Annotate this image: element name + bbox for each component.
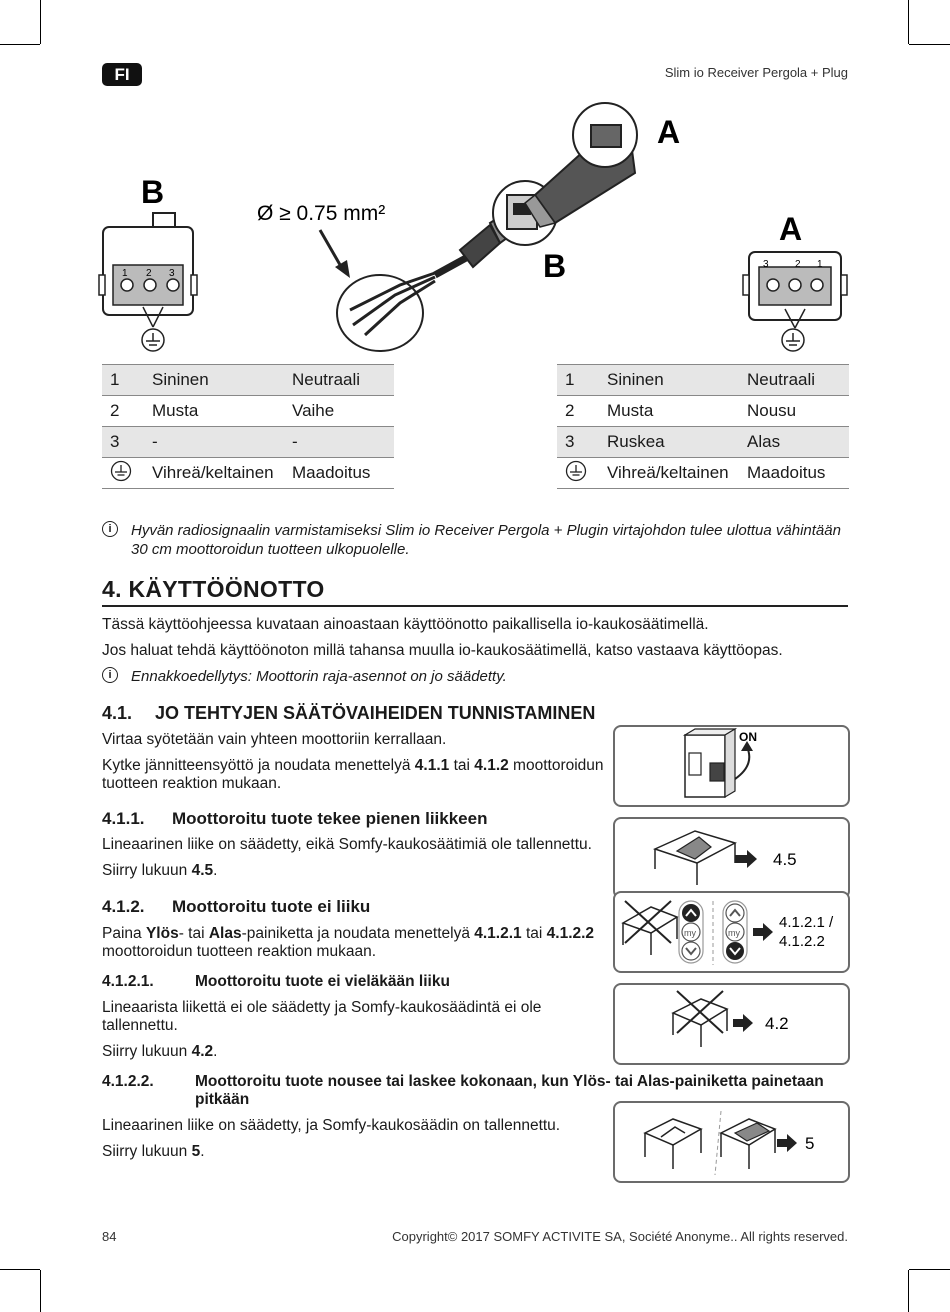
table-row: 2 Musta Vaihe	[102, 396, 394, 427]
wiring-diagram	[95, 95, 855, 360]
s4121-p2: tallennettu.	[102, 1017, 178, 1034]
subsection-title: Moottoroitu tuote ei vieläkään liiku	[195, 973, 450, 990]
copyright: Copyright© 2017 SOMFY ACTIVITE SA, Société Anonyme.. All rights reserved.	[392, 1229, 848, 1244]
s4122-p2: Siirry lukuun 5.	[102, 1143, 205, 1160]
svg-text:3: 3	[763, 259, 769, 270]
svg-text:4.1.2.1 /: 4.1.2.1 /	[779, 914, 834, 931]
precondition-note: Ennakkoedellytys: Moottorin raja-asennot on jo säädetty.	[131, 668, 507, 685]
subsection-number: 4.1.	[102, 703, 133, 723]
table-row: 2 Musta Nousu	[557, 396, 849, 427]
wire-section-label: Ø ≥ 0.75 mm²	[257, 202, 386, 225]
product-move-icon	[615, 819, 848, 897]
ground-icon	[110, 460, 132, 482]
radio-note-line1: Hyvän radiosignaalin varmistamiseksi Slim io Receiver Pergola + Plugin virtajohdon tulee ulottua vähintään	[131, 522, 841, 539]
svg-text:1: 1	[122, 268, 128, 279]
svg-text:ON: ON	[739, 730, 757, 744]
subsection-title: Moottoroitu tuote ei liiku	[172, 897, 371, 916]
svg-text:my: my	[728, 928, 740, 938]
info-icon: i	[102, 521, 118, 537]
table-row: Vihreä/keltainen Maadoitus	[102, 458, 394, 489]
product-full-move-icon	[615, 1103, 848, 1181]
arrow-right-icon	[753, 923, 773, 941]
wire-table-b	[102, 364, 394, 489]
svg-text:2: 2	[795, 259, 801, 270]
svg-text:3: 3	[169, 268, 175, 279]
crop-mark	[908, 1270, 909, 1312]
crop-mark	[0, 1269, 40, 1270]
subsection-number: 4.1.2.1.	[102, 973, 154, 990]
crop-mark	[909, 44, 950, 45]
info-icon: i	[102, 667, 118, 683]
language-badge: FI	[102, 63, 142, 86]
small-move-illustration	[613, 817, 850, 899]
s41-p1: Virtaa syötetään vain yhteen moottoriin kerrallaan.	[102, 731, 447, 748]
section-p1: Tässä käyttöohjeessa kuvataan ainoastaan käyttöönotto paikallisella io-kaukosäätimellä.	[102, 616, 709, 633]
svg-text:4.1.2.2: 4.1.2.2	[779, 933, 825, 950]
radio-note-line2: 30 cm moottoroidun tuotteen ulkopuolelle.	[131, 541, 410, 558]
table-row: 1 Sininen Neutraali	[102, 365, 394, 396]
section-title: 4. KÄYTTÖÖNOTTO	[102, 576, 848, 607]
section-p2: Jos haluat tehdä käyttöönoton millä tahansa muulla io-kaukosäätimellä, katso vastaava käyttöopas.	[102, 642, 783, 659]
s41-p2-cont: tuotteen reaktion mukaan.	[102, 775, 282, 792]
power-on-illustration	[613, 725, 850, 807]
full-move-illustration	[613, 1101, 850, 1183]
s411-p1: Lineaarinen liike on säädetty, eikä Somfy-kaukosäätimiä ole tallennettu.	[102, 836, 592, 853]
label-b-plug: B	[543, 248, 567, 284]
subsection-title: Moottoroitu tuote nousee tai laskee kokonaan, kun Ylös- tai Alas-painiketta painetaan	[195, 1073, 824, 1090]
ground-icon	[565, 460, 587, 482]
crop-mark	[0, 44, 40, 45]
table-row: Vihreä/keltainen Maadoitus	[557, 458, 849, 489]
arrow-right-icon	[735, 850, 757, 868]
svg-text:1: 1	[817, 259, 823, 270]
svg-text:my: my	[684, 928, 696, 938]
no-move-illustration	[613, 891, 850, 973]
subsection-number: 4.1.2.	[102, 897, 145, 916]
svg-text:2: 2	[146, 268, 152, 279]
subsection-number: 4.1.2.2.	[102, 1073, 154, 1090]
label-b: B	[141, 174, 165, 210]
s4121-p3: Siirry lukuun 4.2.	[102, 1043, 218, 1060]
subsection-title-cont: pitkään	[195, 1091, 250, 1108]
label-a: A	[657, 114, 681, 150]
arrow-right-icon	[733, 1014, 753, 1032]
table-row: 3 Ruskea Alas	[557, 427, 849, 458]
subsection-title: Moottoroitu tuote tekee pienen liikkeen	[172, 809, 488, 828]
product-blocked-icon	[615, 985, 848, 1063]
wire-zoom	[337, 275, 423, 351]
s412-p1: Paina Ylös- tai Alas-painiketta ja noudata menettelyä 4.1.2.1 tai 4.1.2.2	[102, 925, 595, 942]
crop-mark	[908, 0, 909, 44]
product-title: Slim io Receiver Pergola + Plug	[664, 65, 848, 80]
subsection-title: JO TEHTYJEN SÄÄTÖVAIHEIDEN TUNNISTAMINEN	[155, 703, 596, 723]
table-row: 1 Sininen Neutraali	[557, 365, 849, 396]
arrow-right-icon	[777, 1134, 797, 1152]
svg-text:4.5: 4.5	[773, 850, 797, 869]
crop-mark	[40, 1270, 41, 1312]
s412-p2: moottoroidun tuotteen reaktion mukaan.	[102, 943, 377, 960]
label-a-connector: A	[779, 211, 803, 247]
crop-mark	[40, 0, 41, 44]
page-number: 84	[102, 1229, 117, 1244]
svg-text:4.2: 4.2	[765, 1014, 789, 1033]
svg-text:5: 5	[805, 1134, 815, 1153]
s4121-p1: Lineaarista liikettä ei ole säädetty ja Somfy-kaukosäädintä ei ole	[102, 999, 542, 1016]
circuit-breaker-icon	[615, 727, 848, 805]
remote-buttons-icon	[615, 893, 848, 971]
crop-mark	[909, 1269, 950, 1270]
table-row: 3 - -	[102, 427, 394, 458]
wire-table-a	[557, 364, 849, 489]
still-no-move-illustration	[613, 983, 850, 1065]
subsection-number: 4.1.1.	[102, 809, 145, 828]
s411-p2: Siirry lukuun 4.5.	[102, 862, 218, 879]
s41-p2: Kytke jännitteensyöttö ja noudata menettelyä 4.1.1 tai 4.1.2 moottoroidun	[102, 757, 604, 774]
s4122-p1: Lineaarinen liike on säädetty, ja Somfy-kaukosäädin on tallennettu.	[102, 1117, 561, 1134]
